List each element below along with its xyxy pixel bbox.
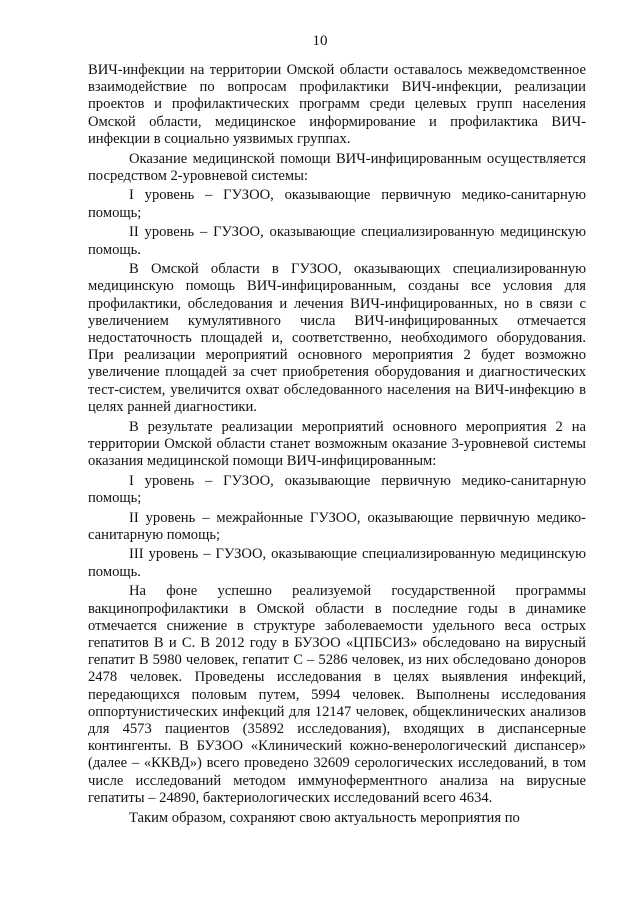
paragraph: Таким образом, сохраняют свою актуальность мероприятия по (129, 809, 520, 826)
paragraph: I уровень – ГУЗОО, оказывающие первичную медико-санитарную помощь; (88, 472, 586, 506)
paragraph: В результате реализации мероприятий основного мероприятия 2 на территории Омской области станет возможным оказание 3-уровневой системы оказания медицинской помощи ВИЧ-инфицированным: (88, 418, 586, 469)
body-text (88, 62, 586, 829)
paragraph: III уровень – ГУЗОО, оказывающие специализированную медицинскую помощь. (88, 546, 586, 580)
paragraph: ВИЧ-инфекции на территории Омской области оставалось межведомственное взаимодействие по вопросам профилактики ВИЧ-инфекции, реализации проектов и профилактических программ среди целевых групп населения Омской области, медицинское информирование и профилактика ВИЧ-инфекции в социально уязвимых группах. (88, 62, 586, 147)
paragraph: Оказание медицинской помощи ВИЧ-инфицированным осуществляется посредством 2-уровневой системы: (88, 150, 586, 184)
paragraph: В Омской области в ГУЗОО, оказывающих специализированную медицинскую помощь ВИЧ-инфицированным, созданы все условия для профилактики, обследования и лечения ВИЧ-инфицированных, но в связи с увеличением кумулятивного числа ВИЧ-инфицированных отмечается недостаточность площадей и, соответственно, необходимого оборудования. При реализации мероприятий основного мероприятия 2 будет возможно увеличение площадей за счет приобретения оборудования и диагностических тест-систем, увеличится охват обследованного населения на ВИЧ-инфекцию в целях ранней диагностики. (88, 261, 586, 415)
paragraph: II уровень – ГУЗОО, оказывающие специализированную медицинскую помощь. (88, 224, 586, 258)
paragraph: I уровень – ГУЗОО, оказывающие первичную медико-санитарную помощь; (88, 187, 586, 221)
paragraph: На фоне успешно реализуемой государственной программы вакцинопрофилактики в Омской области в последние годы в динамике отмечается снижение в структуре заболеваемости удельного веса острых гепатитов В и С. В 2012 году в БУЗОО «ЦПБСИЗ» обследовано на вирусный гепатит В 5980 человек, гепатит С – 5286 человек, из них обследовано доноров 2478 человек. Проведены исследования в целях выявления инфекций, передающихся половым путем, 5994 человек. Выполнены исследования оппортунистических инфекций для 12147 человек, общеклинических анализов для 4573 пациентов (35892 исследования), входящих в диспансерные контингенты. В БУЗОО «Клинический кожно-венерологический диспансер» (далее – «ККВД») всего проведено 32609 серологических исследований, в том числе исследований методом иммуноферментного анализа на вирусные гепатиты – 24890, бактериологических исследований всего 4634. (88, 583, 586, 806)
paragraph: II уровень – межрайонные ГУЗОО, оказывающие первичную медико-санитарную помощь; (88, 509, 586, 543)
page-number: 10 (312, 33, 328, 49)
